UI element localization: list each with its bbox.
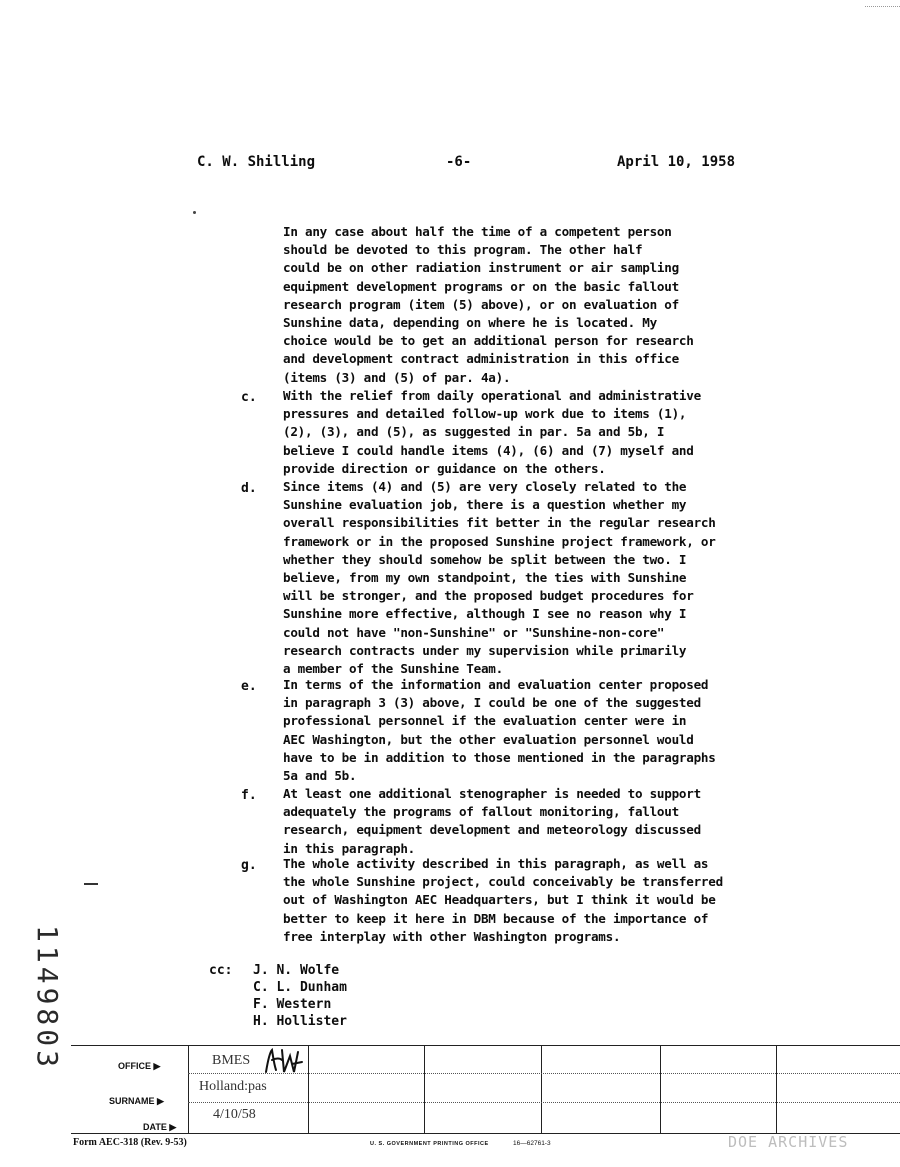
text-line: 5a and 5b.	[283, 767, 357, 783]
form-column-divider	[188, 1046, 189, 1133]
text-line: the whole Sunshine project, could conceivably be transferred	[283, 874, 723, 890]
text-line: out of Washington AEC Headquarters, but I think it would be	[283, 892, 716, 908]
text-line: will be stronger, and the proposed budget procedures for	[283, 588, 694, 604]
office-label: OFFICE ▶	[118, 1061, 161, 1071]
form-column-divider	[541, 1046, 542, 1133]
text-line: Since items (4) and (5) are very closely related to the	[283, 479, 687, 494]
form-column-divider	[776, 1046, 777, 1133]
arrow-right-icon: ▶	[169, 1122, 177, 1132]
item-f-paragraph	[283, 785, 701, 858]
side-stamp-number: 1149803	[31, 925, 64, 1072]
cc-name: C. L. Dunham	[253, 980, 347, 995]
text-line: a member of the Sunshine Team.	[283, 660, 503, 676]
text-line: Sunshine evaluation job, there is a question whether my	[283, 497, 687, 513]
text-line: Sunshine data, depending on where he is located. My	[283, 314, 657, 330]
item-marker-f: f.	[241, 788, 257, 803]
text-line: (items (3) and (5) of par. 4a).	[283, 369, 511, 385]
text-line: professional personnel if the evaluation center were in	[283, 713, 687, 729]
text-line: In terms of the information and evaluation center proposed	[283, 677, 709, 692]
edge-mark	[865, 6, 900, 8]
text-line: equipment development programs or on the basic fallout	[283, 278, 679, 294]
text-line: in paragraph 3 (3) above, I could be one of the suggested	[283, 695, 701, 711]
text-line: believe, from my own standpoint, the ties with Sunshine	[283, 569, 687, 585]
item-marker-e: e.	[241, 679, 257, 694]
form-column-divider	[424, 1046, 425, 1133]
memo-recipient: C. W. Shilling	[197, 154, 316, 170]
item-d-paragraph	[283, 478, 716, 678]
text-line: choice would be to get an additional person for research	[283, 333, 694, 349]
cc-label: cc:	[209, 963, 233, 978]
text-line: believe I could handle items (4), (6) and (7) myself and	[283, 442, 694, 458]
cc-name: H. Hollister	[253, 1014, 347, 1029]
speck	[193, 211, 196, 214]
print-code: 16—62761-3	[513, 1140, 551, 1147]
text-line: framework or in the proposed Sunshine project framework, or	[283, 533, 716, 549]
cc-list	[253, 962, 347, 1030]
form-row-separator	[188, 1102, 900, 1103]
cc-name: F. Western	[253, 997, 332, 1012]
text-line: and development contract administration in this office	[283, 351, 679, 367]
office-value: BMES	[212, 1053, 251, 1068]
text-line: should be devoted to this program. The other half	[283, 242, 643, 258]
text-line: provide direction or guidance on the others.	[283, 460, 606, 476]
surname-value: Holland:pas	[199, 1079, 267, 1094]
text-line: Sunshine more effective, although I see no reason why I	[283, 606, 687, 622]
text-line: could be on other radiation instrument or air sampling	[283, 260, 679, 276]
printer-credit: U. S. GOVERNMENT PRINTING OFFICE	[370, 1141, 489, 1147]
form-column-divider	[660, 1046, 661, 1133]
text-line: (2), (3), and (5), as suggested in par. 5a and 5b, I	[283, 424, 665, 440]
item-marker-d: d.	[241, 481, 257, 496]
item-marker-g: g.	[241, 858, 257, 873]
memo-date: April 10, 1958	[617, 154, 736, 170]
page-number: -6-	[446, 154, 472, 170]
arrow-right-icon: ▶	[157, 1096, 164, 1106]
item-c-paragraph	[283, 387, 701, 478]
text-line: pressures and detailed follow-up work due to items (1),	[283, 406, 687, 422]
date-label: DATE ▶	[143, 1122, 177, 1132]
text-line: free interplay with other Washington programs.	[283, 928, 621, 944]
text-line: have to be in addition to those mentioned in the paragraphs	[283, 749, 716, 765]
surname-label: SURNAME ▶	[109, 1096, 164, 1106]
text-line: overall responsibilities fit better in the regular research	[283, 515, 716, 531]
initials-signature	[262, 1046, 310, 1078]
text-line: With the relief from daily operational and administrative	[283, 388, 701, 403]
text-line: research, equipment development and meteorology discussed	[283, 822, 701, 838]
item-g-paragraph	[283, 855, 723, 946]
item-marker-c: c.	[241, 390, 257, 405]
text-line: The whole activity described in this paragraph, as well as	[283, 856, 709, 871]
cc-name: J. N. Wolfe	[253, 963, 340, 978]
arrow-right-icon: ▶	[153, 1061, 161, 1071]
text-line: in this paragraph.	[283, 840, 415, 856]
date-value: 4/10/58	[213, 1107, 256, 1122]
text-line: research program (item (5) above), or on evaluation of	[283, 296, 679, 312]
side-stamp-mark	[84, 883, 98, 885]
text-line: research contracts under my supervision while primarily	[283, 642, 687, 658]
text-line: At least one additional stenographer is needed to support	[283, 786, 701, 801]
text-line: AEC Washington, but the other evaluation personnel would	[283, 731, 694, 747]
item-e-paragraph	[283, 676, 716, 785]
text-line: could not have "non-Sunshine" or "Sunshine-non-core"	[283, 624, 665, 640]
archive-stamp: DOE ARCHIVES	[728, 1133, 849, 1151]
text-line: In any case about half the time of a competent person	[283, 224, 672, 239]
text-line: adequately the programs of fallout monitoring, fallout	[283, 804, 679, 820]
text-line: better to keep it here in DBM because of the importance of	[283, 910, 709, 926]
intro-paragraph	[283, 223, 694, 387]
form-id: Form AEC-318 (Rev. 9-53)	[73, 1137, 187, 1148]
text-line: whether they should somehow be split between the two. I	[283, 551, 687, 567]
